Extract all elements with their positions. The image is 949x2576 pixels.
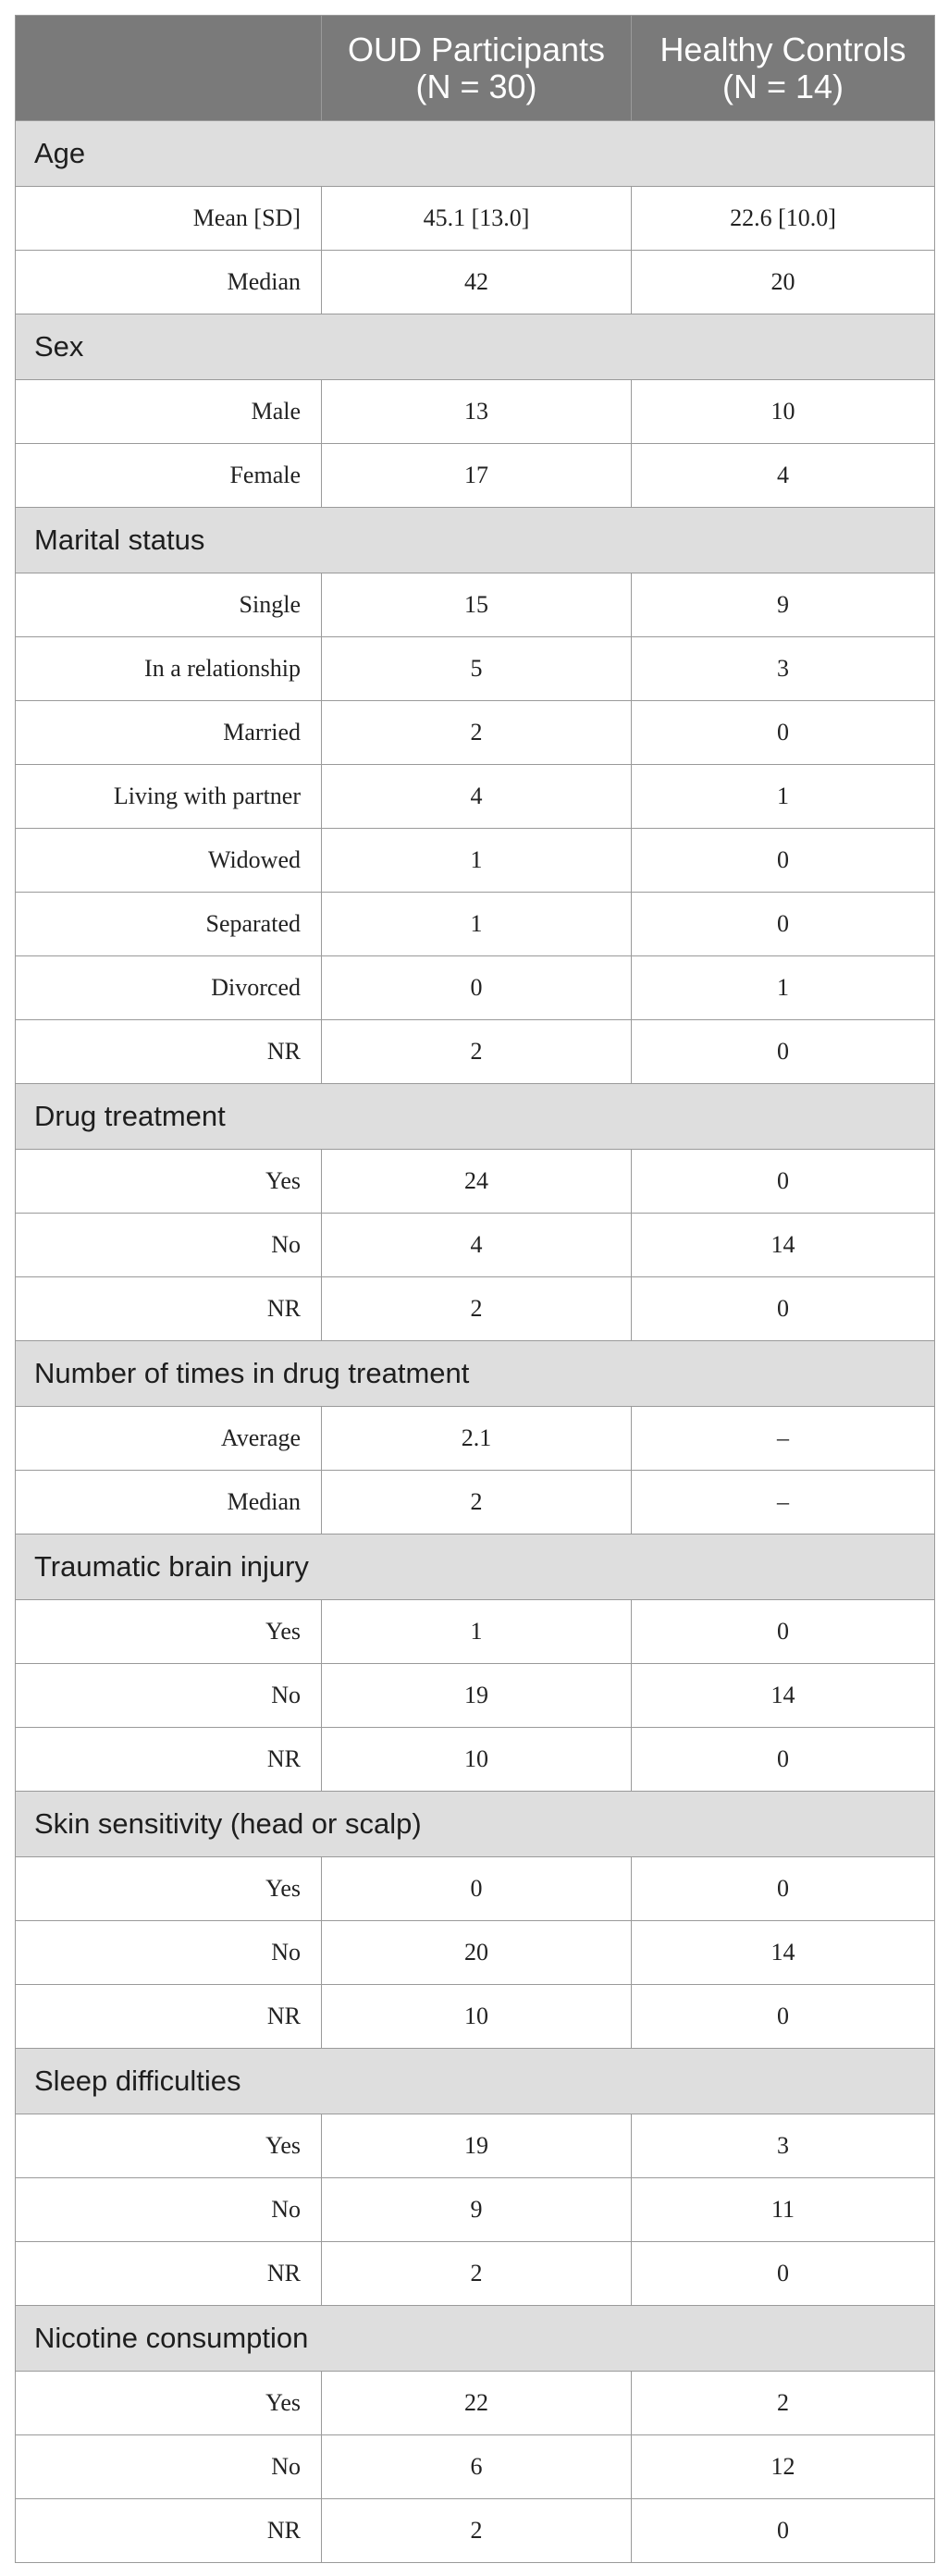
oud-value: 1 xyxy=(322,829,632,893)
header-hc-count: (N = 14) xyxy=(721,67,844,105)
oud-value: 13 xyxy=(322,380,632,444)
hc-value: 14 xyxy=(632,1921,935,1985)
hc-value: 14 xyxy=(632,1214,935,1277)
row-label: Married xyxy=(16,701,322,765)
table-row xyxy=(16,1407,935,1471)
oud-value: 1 xyxy=(322,893,632,956)
hc-value: 3 xyxy=(632,637,935,701)
row-label: Median xyxy=(16,251,322,314)
section-title: Nicotine consumption xyxy=(16,2306,935,2372)
table-row xyxy=(16,1921,935,1985)
table-header xyxy=(16,16,935,121)
table-row xyxy=(16,2114,935,2178)
table-row xyxy=(16,1600,935,1664)
oud-value: 15 xyxy=(322,573,632,637)
demographics-table xyxy=(15,15,935,2563)
row-label: Separated xyxy=(16,893,322,956)
hc-value: 0 xyxy=(632,1020,935,1084)
hc-value: 0 xyxy=(632,2499,935,2563)
section-row xyxy=(16,314,935,380)
row-label: Divorced xyxy=(16,956,322,1020)
oud-value: 1 xyxy=(322,1600,632,1664)
oud-value: 10 xyxy=(322,1985,632,2049)
section-row xyxy=(16,1341,935,1407)
section-row xyxy=(16,2049,935,2114)
table-row xyxy=(16,1020,935,1084)
oud-value: 0 xyxy=(322,956,632,1020)
section-row xyxy=(16,121,935,187)
table-row xyxy=(16,2372,935,2435)
hc-value: 0 xyxy=(632,1985,935,2049)
row-label: Widowed xyxy=(16,829,322,893)
hc-value: 0 xyxy=(632,701,935,765)
hc-value: 0 xyxy=(632,829,935,893)
table-row xyxy=(16,444,935,508)
row-label: Female xyxy=(16,444,322,508)
oud-value: 4 xyxy=(322,1214,632,1277)
oud-value: 2 xyxy=(322,1471,632,1535)
row-label: NR xyxy=(16,1728,322,1792)
row-label: NR xyxy=(16,1985,322,2049)
hc-value: 0 xyxy=(632,1600,935,1664)
hc-value: 22.6 [10.0] xyxy=(632,187,935,251)
table-row xyxy=(16,1150,935,1214)
table-body xyxy=(16,121,935,2563)
oud-value: 2 xyxy=(322,2499,632,2563)
oud-value: 42 xyxy=(322,251,632,314)
table-row xyxy=(16,251,935,314)
hc-value: 3 xyxy=(632,2114,935,2178)
section-title: Sleep difficulties xyxy=(16,2049,935,2114)
row-label: NR xyxy=(16,1277,322,1341)
row-label: Yes xyxy=(16,1150,322,1214)
row-label: No xyxy=(16,2178,322,2242)
section-title: Skin sensitivity (head or scalp) xyxy=(16,1792,935,1857)
hc-value: 0 xyxy=(632,1277,935,1341)
row-label: No xyxy=(16,1664,322,1728)
table-row xyxy=(16,2435,935,2499)
table-row xyxy=(16,1214,935,1277)
hc-value: 9 xyxy=(632,573,935,637)
row-label: Yes xyxy=(16,1857,322,1921)
row-label: Yes xyxy=(16,2372,322,2435)
table-row xyxy=(16,2178,935,2242)
row-label: NR xyxy=(16,2242,322,2306)
oud-value: 10 xyxy=(322,1728,632,1792)
table-row xyxy=(16,829,935,893)
row-label: Yes xyxy=(16,1600,322,1664)
table-row xyxy=(16,701,935,765)
header-healthy-controls xyxy=(632,16,935,121)
demographics-table-container xyxy=(15,15,934,2563)
hc-value: 2 xyxy=(632,2372,935,2435)
hc-value: 12 xyxy=(632,2435,935,2499)
oud-value: 2 xyxy=(322,701,632,765)
table-row xyxy=(16,1471,935,1535)
hc-value: – xyxy=(632,1407,935,1471)
oud-value: 4 xyxy=(322,765,632,829)
row-label: Living with partner xyxy=(16,765,322,829)
hc-value: 14 xyxy=(632,1664,935,1728)
section-row xyxy=(16,508,935,573)
row-label: Mean [SD] xyxy=(16,187,322,251)
section-title: Sex xyxy=(16,314,935,380)
table-row xyxy=(16,1857,935,1921)
hc-value: 1 xyxy=(632,956,935,1020)
oud-value: 2 xyxy=(322,2242,632,2306)
section-title: Marital status xyxy=(16,508,935,573)
row-label: No xyxy=(16,1214,322,1277)
oud-value: 17 xyxy=(322,444,632,508)
oud-value: 5 xyxy=(322,637,632,701)
table-row xyxy=(16,1277,935,1341)
table-row xyxy=(16,637,935,701)
header-row xyxy=(16,16,935,121)
row-label: Average xyxy=(16,1407,322,1471)
oud-value: 2.1 xyxy=(322,1407,632,1471)
table-row xyxy=(16,1985,935,2049)
table-row xyxy=(16,2242,935,2306)
row-label: No xyxy=(16,1921,322,1985)
section-row xyxy=(16,2306,935,2372)
row-label: In a relationship xyxy=(16,637,322,701)
oud-value: 20 xyxy=(322,1921,632,1985)
table-row xyxy=(16,380,935,444)
oud-value: 22 xyxy=(322,2372,632,2435)
header-oud-participants xyxy=(322,16,632,121)
oud-value: 19 xyxy=(322,1664,632,1728)
oud-value: 2 xyxy=(322,1277,632,1341)
hc-value: – xyxy=(632,1471,935,1535)
oud-value: 6 xyxy=(322,2435,632,2499)
row-label: NR xyxy=(16,2499,322,2563)
hc-value: 1 xyxy=(632,765,935,829)
section-row xyxy=(16,1535,935,1600)
table-row xyxy=(16,956,935,1020)
table-row xyxy=(16,1664,935,1728)
row-label: No xyxy=(16,2435,322,2499)
oud-value: 24 xyxy=(322,1150,632,1214)
row-label: Yes xyxy=(16,2114,322,2178)
section-title: Number of times in drug treatment xyxy=(16,1341,935,1407)
hc-value: 10 xyxy=(632,380,935,444)
hc-value: 11 xyxy=(632,2178,935,2242)
hc-value: 0 xyxy=(632,1728,935,1792)
table-row xyxy=(16,573,935,637)
row-label: Male xyxy=(16,380,322,444)
header-oud-title: OUD Participants xyxy=(347,30,606,68)
row-label: Median xyxy=(16,1471,322,1535)
hc-value: 20 xyxy=(632,251,935,314)
table-row xyxy=(16,2499,935,2563)
row-label: Single xyxy=(16,573,322,637)
table-row xyxy=(16,1728,935,1792)
oud-value: 9 xyxy=(322,2178,632,2242)
oud-value: 2 xyxy=(322,1020,632,1084)
hc-value: 0 xyxy=(632,1857,935,1921)
oud-value: 45.1 [13.0] xyxy=(322,187,632,251)
section-title: Age xyxy=(16,121,935,187)
section-row xyxy=(16,1792,935,1857)
oud-value: 0 xyxy=(322,1857,632,1921)
header-empty-cell xyxy=(16,16,322,121)
row-label: NR xyxy=(16,1020,322,1084)
table-row xyxy=(16,765,935,829)
header-oud-count: (N = 30) xyxy=(415,67,537,105)
header-hc-title: Healthy Controls xyxy=(659,30,906,68)
section-title: Drug treatment xyxy=(16,1084,935,1150)
hc-value: 0 xyxy=(632,893,935,956)
hc-value: 0 xyxy=(632,1150,935,1214)
table-row xyxy=(16,893,935,956)
section-title: Traumatic brain injury xyxy=(16,1535,935,1600)
hc-value: 0 xyxy=(632,2242,935,2306)
section-row xyxy=(16,1084,935,1150)
table-row xyxy=(16,187,935,251)
oud-value: 19 xyxy=(322,2114,632,2178)
hc-value: 4 xyxy=(632,444,935,508)
